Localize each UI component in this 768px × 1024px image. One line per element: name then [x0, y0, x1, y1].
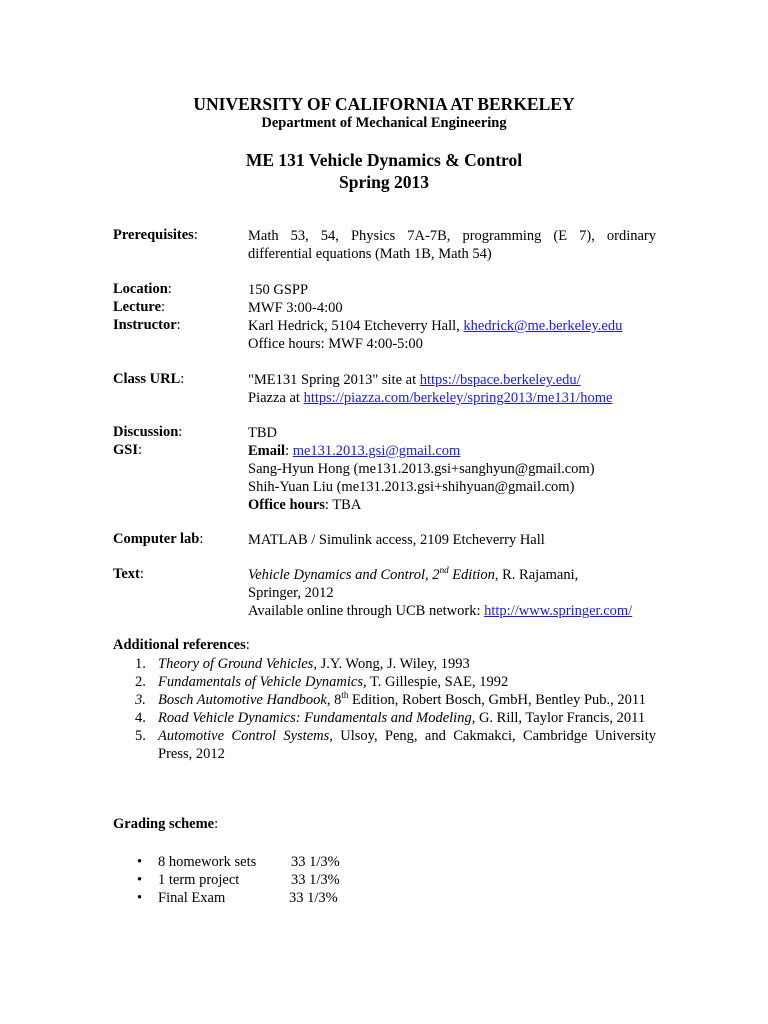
piazza-line: Piazza at https://piazza.com/berkeley/spring2013/me131/home	[248, 390, 613, 406]
prerequisites-label: Prerequisites:	[113, 227, 198, 243]
grading-heading: Grading scheme:	[113, 816, 219, 832]
discussion-label: Discussion:	[113, 424, 183, 440]
reference-item-4: 4. Road Vehicle Dynamics: Fundamentals and Modeling, G. Rill, Taylor Francis, 2011	[135, 710, 646, 726]
textbook-title-line: Vehicle Dynamics and Control, 2nd Edition, R. Rajamani,	[248, 565, 579, 583]
grading-item-3: • Final Exam 33 1/3%	[137, 890, 338, 906]
bullet-icon: •	[137, 872, 143, 888]
prerequisites-value: Math 53, 54, Physics 7A-7B, programming (E 7), ordinary differential equations (Math 1B, Math 54)	[248, 228, 656, 262]
location-label: Location:	[113, 281, 172, 297]
bspace-line: "ME131 Spring 2013" site at https://bspace.berkeley.edu/	[248, 372, 581, 388]
grading-list	[113, 853, 513, 907]
text-label: Text:	[113, 566, 144, 582]
discussion-value: TBD	[248, 425, 277, 441]
reference-item-5: 5. Automotive Control Systems, Ulsoy, Peng, and Cakmakci, Cambridge University Press, 2012	[135, 728, 656, 762]
computer-lab-label: Computer lab:	[113, 531, 204, 547]
reference-item-3: 3. Bosch Automotive Handbook, 8th Edition, Robert Bosch, GmbH, Bentley Pub., 2011	[135, 690, 646, 708]
references-list	[113, 655, 656, 763]
computer-lab-value: MATLAB / Simulink access, 2109 Etcheverry Hall	[248, 532, 545, 548]
university-heading: UNIVERSITY OF CALIFORNIA AT BERKELEY	[193, 94, 575, 114]
bullet-icon: •	[137, 890, 143, 906]
course-title: ME 131 Vehicle Dynamics & Control	[245, 150, 523, 170]
gsi-label: GSI:	[113, 442, 143, 458]
instructor-office-hours: Office hours: MWF 4:00-5:00	[248, 336, 423, 352]
gsi-email-link[interactable]: me131.2013.gsi@gmail.com	[292, 443, 461, 459]
lecture-label: Lecture:	[113, 299, 166, 315]
location-value: 150 GSPP	[248, 282, 309, 298]
additional-references-heading: Additional references:	[113, 637, 250, 653]
class-url-label: Class URL:	[113, 371, 185, 387]
reference-item-1: 1. Theory of Ground Vehicles, J.Y. Wong, J. Wiley, 1993	[135, 656, 470, 672]
grading-item-2: • 1 term project 33 1/3%	[137, 872, 340, 888]
gsi-name-1: Sang-Hyun Hong (me131.2013.gsi+sanghyun@gmail.com)	[248, 461, 595, 477]
grading-item-1: • 8 homework sets 33 1/3%	[137, 854, 340, 870]
instructor-line	[248, 317, 656, 335]
gsi-email-line: Email: me131.2013.gsi@gmail.com	[248, 443, 461, 459]
bspace-link[interactable]: https://bspace.berkeley.edu/	[419, 372, 581, 388]
piazza-link[interactable]: https://piazza.com/berkeley/spring2013/me131/home	[303, 390, 613, 406]
textbook-online-line: Available online through UCB network: http://www.springer.com/	[248, 603, 633, 619]
textbook-publisher: Springer, 2012	[248, 585, 334, 601]
instructor-name: Karl Hedrick, 5104 Etcheverry Hall,	[248, 318, 464, 334]
springer-link[interactable]: http://www.springer.com/	[484, 603, 633, 619]
lecture-value: MWF 3:00-4:00	[248, 300, 343, 316]
instructor-label: Instructor:	[113, 317, 181, 333]
department-heading: Department of Mechanical Engineering	[261, 115, 507, 131]
gsi-name-2: Shih-Yuan Liu (me131.2013.gsi+shihyuan@gmail.com)	[248, 479, 575, 495]
instructor-email-link[interactable]: khedrick@me.berkeley.edu	[463, 318, 623, 334]
reference-item-2: 2. Fundamentals of Vehicle Dynamics, T. Gillespie, SAE, 1992	[135, 674, 509, 690]
bullet-icon: •	[137, 854, 143, 870]
term-title: Spring 2013	[339, 172, 429, 192]
gsi-office-hours: Office hours: TBA	[248, 497, 362, 513]
